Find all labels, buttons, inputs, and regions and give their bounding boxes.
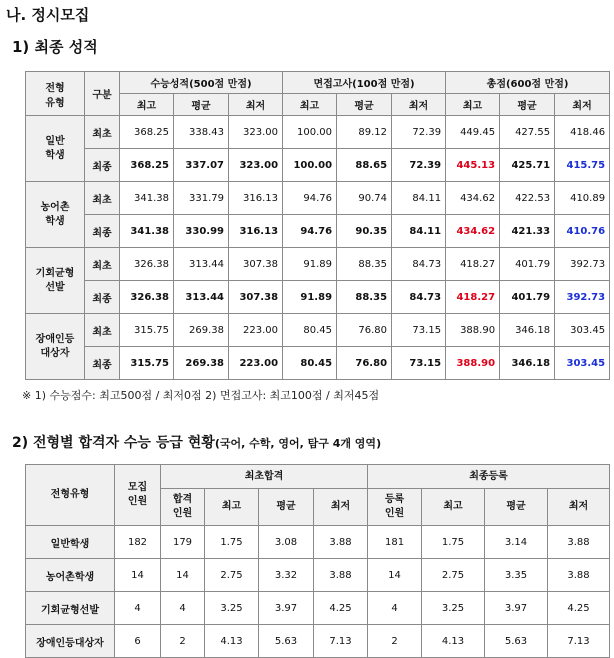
row-type: 기회균형선발 bbox=[26, 592, 115, 625]
row-type-line1: 장애인등 bbox=[35, 333, 75, 345]
score-cell: 422.53 bbox=[500, 182, 555, 215]
table-row bbox=[26, 526, 610, 559]
grade-cell: 6 bbox=[115, 625, 161, 658]
grade-cell: 182 bbox=[115, 526, 161, 559]
row-type-line1: 기회균형 bbox=[35, 267, 75, 279]
score-cell: 90.35 bbox=[337, 215, 392, 248]
grade-cell: 181 bbox=[368, 526, 422, 559]
score-cell: 418.27 bbox=[446, 248, 500, 281]
table-row bbox=[26, 559, 610, 592]
score-cell: 88.35 bbox=[337, 281, 392, 314]
row-type: 장애인등대상자 bbox=[26, 625, 115, 658]
score-cell: 410.89 bbox=[555, 182, 610, 215]
grade-cell: 7.13 bbox=[548, 625, 610, 658]
row-type bbox=[26, 116, 85, 182]
score-cell: 368.25 bbox=[120, 116, 174, 149]
score-cell: 84.73 bbox=[392, 248, 446, 281]
score-cell: 401.79 bbox=[500, 248, 555, 281]
row-type bbox=[26, 182, 85, 248]
row-division: 최초 bbox=[85, 182, 120, 215]
grade-cell: 2.75 bbox=[422, 559, 485, 592]
row-type-line1: 일반 bbox=[45, 135, 65, 147]
grade-cell: 179 bbox=[161, 526, 205, 559]
header-min: 최저 bbox=[229, 94, 283, 116]
grade-cell: 14 bbox=[115, 559, 161, 592]
row-type: 일반학생 bbox=[26, 526, 115, 559]
score-cell: 337.07 bbox=[174, 149, 229, 182]
table-row bbox=[26, 281, 610, 314]
score-cell: 341.38 bbox=[120, 182, 174, 215]
grade-cell: 4 bbox=[115, 592, 161, 625]
grade-cell: 3.88 bbox=[548, 559, 610, 592]
row-division: 최초 bbox=[85, 314, 120, 347]
row-type-line2: 대상자 bbox=[40, 347, 70, 359]
score-cell: 316.13 bbox=[229, 215, 283, 248]
grade-cell: 14 bbox=[161, 559, 205, 592]
grade-status-table bbox=[25, 464, 610, 658]
score-cell: 434.62 bbox=[446, 215, 500, 248]
score-cell: 313.44 bbox=[174, 248, 229, 281]
grade-cell: 4.25 bbox=[548, 592, 610, 625]
header-avg: 평균 bbox=[485, 489, 548, 526]
header-type: 전형유형 bbox=[26, 465, 115, 526]
header-min: 최저 bbox=[314, 489, 368, 526]
score-cell: 80.45 bbox=[283, 314, 337, 347]
table-row bbox=[26, 215, 610, 248]
header-division: 구분 bbox=[85, 72, 120, 116]
score-cell: 100.00 bbox=[283, 116, 337, 149]
score-cell: 76.80 bbox=[337, 314, 392, 347]
final-scores-table bbox=[25, 71, 610, 380]
score-cell: 90.74 bbox=[337, 182, 392, 215]
score-cell: 415.75 bbox=[555, 149, 610, 182]
header-suneung: 수능성적(500점 만점) bbox=[120, 72, 283, 94]
grade-cell: 2 bbox=[368, 625, 422, 658]
header-max: 최고 bbox=[283, 94, 337, 116]
header-avg: 평균 bbox=[259, 489, 314, 526]
header-avg: 평균 bbox=[337, 94, 392, 116]
row-type: 농어촌학생 bbox=[26, 559, 115, 592]
grade-cell: 3.97 bbox=[259, 592, 314, 625]
header-quota bbox=[115, 465, 161, 526]
score-cell: 72.39 bbox=[392, 149, 446, 182]
score-cell: 94.76 bbox=[283, 215, 337, 248]
table-row bbox=[26, 116, 610, 149]
score-cell: 392.73 bbox=[555, 248, 610, 281]
row-division: 최종 bbox=[85, 347, 120, 380]
section-title: 나. 정시모집 bbox=[6, 6, 90, 24]
header-max: 최고 bbox=[446, 94, 500, 116]
header-quota-line2: 인원 bbox=[127, 496, 148, 507]
header-avg: 평균 bbox=[174, 94, 229, 116]
header-max: 최고 bbox=[205, 489, 259, 526]
score-cell: 341.38 bbox=[120, 215, 174, 248]
subsection-title-sub: (국어, 수학, 영어, 탐구 4개 영역) bbox=[214, 437, 382, 450]
score-cell: 73.15 bbox=[392, 347, 446, 380]
grade-cell: 3.35 bbox=[485, 559, 548, 592]
score-cell: 388.90 bbox=[446, 347, 500, 380]
score-cell: 303.45 bbox=[555, 314, 610, 347]
score-cell: 269.38 bbox=[174, 314, 229, 347]
header-pass-count bbox=[161, 489, 205, 526]
header-first-pass: 최초합격 bbox=[161, 465, 368, 489]
grade-cell: 4 bbox=[161, 592, 205, 625]
score-cell: 76.80 bbox=[337, 347, 392, 380]
score-cell: 326.38 bbox=[120, 281, 174, 314]
score-cell: 73.15 bbox=[392, 314, 446, 347]
score-cell: 307.38 bbox=[229, 248, 283, 281]
score-cell: 315.75 bbox=[120, 347, 174, 380]
grade-cell: 7.13 bbox=[314, 625, 368, 658]
row-division: 최초 bbox=[85, 248, 120, 281]
score-cell: 338.43 bbox=[174, 116, 229, 149]
score-cell: 84.11 bbox=[392, 215, 446, 248]
table-row bbox=[26, 149, 610, 182]
header-type bbox=[26, 72, 85, 116]
grade-cell: 3.88 bbox=[314, 526, 368, 559]
score-cell: 449.45 bbox=[446, 116, 500, 149]
score-cell: 331.79 bbox=[174, 182, 229, 215]
grade-cell: 4.25 bbox=[314, 592, 368, 625]
header-registered-count bbox=[368, 489, 422, 526]
header-reg-line1: 등록 bbox=[384, 494, 405, 505]
header-total: 총점(600점 만점) bbox=[446, 72, 610, 94]
row-division: 최종 bbox=[85, 149, 120, 182]
score-cell: 315.75 bbox=[120, 314, 174, 347]
row-type-line2: 학생 bbox=[45, 149, 65, 161]
table-row bbox=[26, 592, 610, 625]
score-cell: 84.11 bbox=[392, 182, 446, 215]
score-cell: 223.00 bbox=[229, 347, 283, 380]
header-reg-line2: 인원 bbox=[384, 508, 405, 519]
subsection-title-main: 2) 전형별 합격자 수능 등급 현황 bbox=[12, 435, 215, 451]
score-cell: 330.99 bbox=[174, 215, 229, 248]
score-cell: 346.18 bbox=[500, 347, 555, 380]
score-cell: 401.79 bbox=[500, 281, 555, 314]
header-type-line2: 유형 bbox=[45, 97, 65, 109]
score-cell: 100.00 bbox=[283, 149, 337, 182]
score-cell: 94.76 bbox=[283, 182, 337, 215]
score-cell: 316.13 bbox=[229, 182, 283, 215]
score-cell: 91.89 bbox=[283, 248, 337, 281]
header-avg: 평균 bbox=[500, 94, 555, 116]
score-cell: 84.73 bbox=[392, 281, 446, 314]
grade-cell: 3.88 bbox=[314, 559, 368, 592]
grade-cell: 3.32 bbox=[259, 559, 314, 592]
grade-cell: 4.13 bbox=[205, 625, 259, 658]
score-cell: 418.27 bbox=[446, 281, 500, 314]
row-type-line2: 선발 bbox=[45, 281, 65, 293]
score-cell: 326.38 bbox=[120, 248, 174, 281]
score-note: ※ 1) 수능점수: 최고500점 / 최저0점 2) 면접고사: 최고100점 / 최저45점 bbox=[22, 389, 380, 402]
header-pass-line2: 인원 bbox=[172, 508, 193, 519]
score-cell: 80.45 bbox=[283, 347, 337, 380]
row-type-line2: 학생 bbox=[45, 215, 65, 227]
score-cell: 388.90 bbox=[446, 314, 500, 347]
score-cell: 223.00 bbox=[229, 314, 283, 347]
row-division: 최종 bbox=[85, 281, 120, 314]
row-division: 최종 bbox=[85, 215, 120, 248]
header-min: 최저 bbox=[548, 489, 610, 526]
score-cell: 89.12 bbox=[337, 116, 392, 149]
table-row bbox=[26, 248, 610, 281]
grade-cell: 3.25 bbox=[205, 592, 259, 625]
subsection-title-final-scores: 1) 최종 성적 bbox=[12, 38, 98, 56]
score-cell: 323.00 bbox=[229, 149, 283, 182]
subsection-title-grade-status bbox=[12, 432, 381, 452]
grade-cell: 3.97 bbox=[485, 592, 548, 625]
grade-cell: 5.63 bbox=[259, 625, 314, 658]
score-cell: 427.55 bbox=[500, 116, 555, 149]
score-cell: 346.18 bbox=[500, 314, 555, 347]
score-cell: 445.13 bbox=[446, 149, 500, 182]
header-min: 최저 bbox=[392, 94, 446, 116]
score-cell: 269.38 bbox=[174, 347, 229, 380]
header-max: 최고 bbox=[422, 489, 485, 526]
table-row bbox=[26, 182, 610, 215]
grade-cell: 1.75 bbox=[422, 526, 485, 559]
score-cell: 88.65 bbox=[337, 149, 392, 182]
grade-cell: 3.25 bbox=[422, 592, 485, 625]
grade-cell: 5.63 bbox=[485, 625, 548, 658]
header-final-registration: 최종등록 bbox=[368, 465, 610, 489]
grade-cell: 2 bbox=[161, 625, 205, 658]
score-cell: 72.39 bbox=[392, 116, 446, 149]
row-division: 최초 bbox=[85, 116, 120, 149]
score-cell: 313.44 bbox=[174, 281, 229, 314]
score-cell: 421.33 bbox=[500, 215, 555, 248]
grade-cell: 4.13 bbox=[422, 625, 485, 658]
row-type-line1: 농어촌 bbox=[40, 201, 70, 213]
header-type-line1: 전형 bbox=[45, 82, 65, 94]
header-quota-line1: 모집 bbox=[127, 482, 148, 493]
score-cell: 434.62 bbox=[446, 182, 500, 215]
grade-cell: 2.75 bbox=[205, 559, 259, 592]
score-cell: 368.25 bbox=[120, 149, 174, 182]
table-row bbox=[26, 347, 610, 380]
score-cell: 91.89 bbox=[283, 281, 337, 314]
table-row bbox=[26, 314, 610, 347]
header-max: 최고 bbox=[120, 94, 174, 116]
header-interview: 면접고사(100점 만점) bbox=[283, 72, 446, 94]
grade-cell: 4 bbox=[368, 592, 422, 625]
header-pass-line1: 합격 bbox=[172, 494, 193, 505]
header-min: 최저 bbox=[555, 94, 610, 116]
score-cell: 303.45 bbox=[555, 347, 610, 380]
grade-cell: 1.75 bbox=[205, 526, 259, 559]
score-cell: 425.71 bbox=[500, 149, 555, 182]
score-cell: 307.38 bbox=[229, 281, 283, 314]
score-cell: 418.46 bbox=[555, 116, 610, 149]
score-cell: 323.00 bbox=[229, 116, 283, 149]
grade-cell: 14 bbox=[368, 559, 422, 592]
table-row bbox=[26, 625, 610, 658]
grade-cell: 3.88 bbox=[548, 526, 610, 559]
score-cell: 88.35 bbox=[337, 248, 392, 281]
score-cell: 392.73 bbox=[555, 281, 610, 314]
grade-cell: 3.14 bbox=[485, 526, 548, 559]
score-cell: 410.76 bbox=[555, 215, 610, 248]
grade-cell: 3.08 bbox=[259, 526, 314, 559]
row-type bbox=[26, 314, 85, 380]
row-type bbox=[26, 248, 85, 314]
